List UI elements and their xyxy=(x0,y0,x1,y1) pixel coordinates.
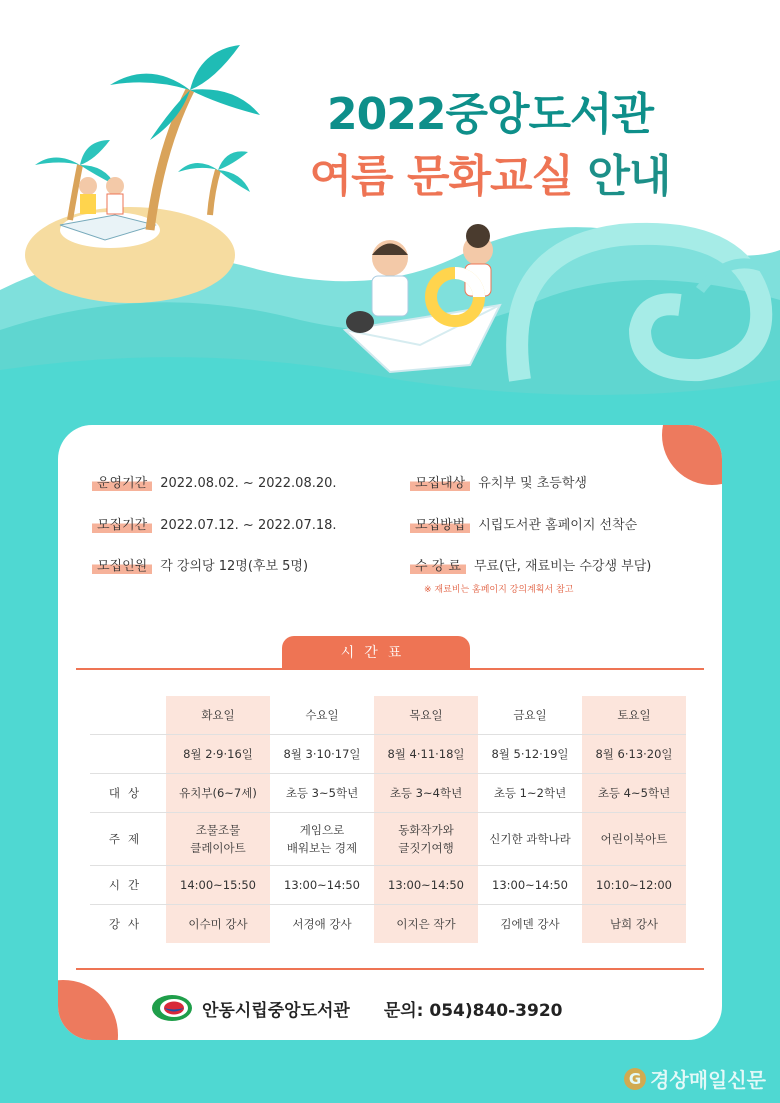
table-cell: 초등 3~4학년 xyxy=(374,774,478,813)
table-row xyxy=(90,905,686,944)
poster-title-line2 xyxy=(250,140,730,204)
table-cell xyxy=(90,696,166,735)
info-label: 모집기간 xyxy=(92,514,152,533)
day-header: 목요일 xyxy=(374,696,478,735)
date-cell: 8월 5·12·19일 xyxy=(478,735,582,774)
table-row xyxy=(90,696,686,735)
day-header: 토요일 xyxy=(582,696,686,735)
table-cell: 초등 1~2학년 xyxy=(478,774,582,813)
hero-illustration xyxy=(0,0,780,430)
date-cell: 8월 2·9·16일 xyxy=(166,735,270,774)
table-cell: 초등 4~5학년 xyxy=(582,774,686,813)
info-value: 2022.08.02. ~ 2022.08.20. xyxy=(160,476,337,491)
cell-line: 동화작가와 xyxy=(398,822,454,837)
table-cell: 유치부(6~7세) xyxy=(166,774,270,813)
cell-line: 글짓기여행 xyxy=(398,841,454,855)
divider xyxy=(76,668,704,670)
brand-name: 경상매일신문 xyxy=(650,1068,766,1092)
table-row xyxy=(90,813,686,866)
table-cell xyxy=(270,813,374,866)
info-fee xyxy=(410,555,651,574)
table-cell xyxy=(582,813,686,866)
newspaper-brand xyxy=(624,1064,766,1093)
info-value: 시립도서관 홈페이지 선착순 xyxy=(478,518,638,533)
info-value: 무료(단, 재료비는 수강생 부담) xyxy=(473,559,652,574)
cell-line: 배워보는 경제 xyxy=(286,841,358,855)
table-row xyxy=(90,735,686,774)
date-cell: 8월 3·10·17일 xyxy=(270,735,374,774)
table-cell: 13:00~14:50 xyxy=(478,866,582,905)
info-operation-period xyxy=(92,472,337,491)
table-cell: 10:10~12:00 xyxy=(582,866,686,905)
info-value: 각 강의당 12명(후보 5명) xyxy=(160,559,309,574)
inquiry-phone: 문의: 054)840-3920 xyxy=(383,1000,563,1021)
timetable xyxy=(90,696,686,943)
table-cell: 14:00~15:50 xyxy=(166,866,270,905)
title-rest: 안내 xyxy=(587,151,671,202)
table-row xyxy=(90,866,686,905)
table-cell: 이지은 작가 xyxy=(374,905,478,944)
info-label: 운영기간 xyxy=(92,472,152,491)
table-cell xyxy=(478,813,582,866)
row-label: 시간 xyxy=(90,866,166,905)
row-label: 대상 xyxy=(90,774,166,813)
row-label: 강사 xyxy=(108,917,148,931)
table-cell xyxy=(90,735,166,774)
info-label: 수 강 료 xyxy=(410,555,466,574)
row-label: 주제 xyxy=(90,813,166,866)
fee-note: ※ 재료비는 홈페이지 강의계획서 참고 xyxy=(424,585,574,595)
corner-decoration xyxy=(662,425,722,485)
table-cell xyxy=(374,813,478,866)
table-cell: 이수미 강사 xyxy=(166,905,270,944)
info-value: 2022.07.12. ~ 2022.07.18. xyxy=(160,518,337,533)
cell-line: 어린이북아트 xyxy=(600,831,668,846)
table-cell: 13:00~14:50 xyxy=(374,866,478,905)
table-cell: 초등 3~5학년 xyxy=(270,774,374,813)
table-cell: 13:00~14:50 xyxy=(270,866,374,905)
info-label: 모집인원 xyxy=(92,555,152,574)
cell-line: 클레이아트 xyxy=(190,841,246,855)
cell-line: 신기한 과학나라 xyxy=(489,831,571,846)
table-cell: 김에덴 강사 xyxy=(500,917,560,931)
table-cell xyxy=(166,813,270,866)
divider xyxy=(76,968,704,970)
title-highlight: 여름 문화교실 xyxy=(309,151,573,202)
footer xyxy=(150,990,563,1026)
info-target xyxy=(410,472,587,491)
poster-title-line1: 2022중앙도서관 xyxy=(327,89,653,140)
date-cell: 8월 6·13·20일 xyxy=(582,735,686,774)
day-header: 금요일 xyxy=(478,696,582,735)
info-label: 모집방법 xyxy=(410,514,470,533)
org-name: 안동시립중앙도서관 xyxy=(202,1000,350,1021)
library-logo-icon xyxy=(150,993,194,1023)
timetable-tab: 시간표 xyxy=(282,636,470,670)
table-cell: 남희 강사 xyxy=(582,905,686,944)
date-cell: 8월 4·11·18일 xyxy=(374,735,478,774)
info-method xyxy=(410,514,637,533)
info-capacity xyxy=(92,555,308,574)
table-row xyxy=(90,774,686,813)
cell-line: 조물조물 xyxy=(195,822,241,837)
table-cell: 서경애 강사 xyxy=(292,917,352,931)
brand-logo-icon: G xyxy=(624,1068,646,1090)
info-value: 유치부 및 초등학생 xyxy=(478,476,587,491)
day-header: 수요일 xyxy=(270,696,374,735)
corner-decoration xyxy=(58,980,118,1040)
info-label: 모집대상 xyxy=(410,472,470,491)
info-recruit-period xyxy=(92,514,337,533)
day-header: 화요일 xyxy=(166,696,270,735)
cell-line: 게임으로 xyxy=(299,822,345,837)
